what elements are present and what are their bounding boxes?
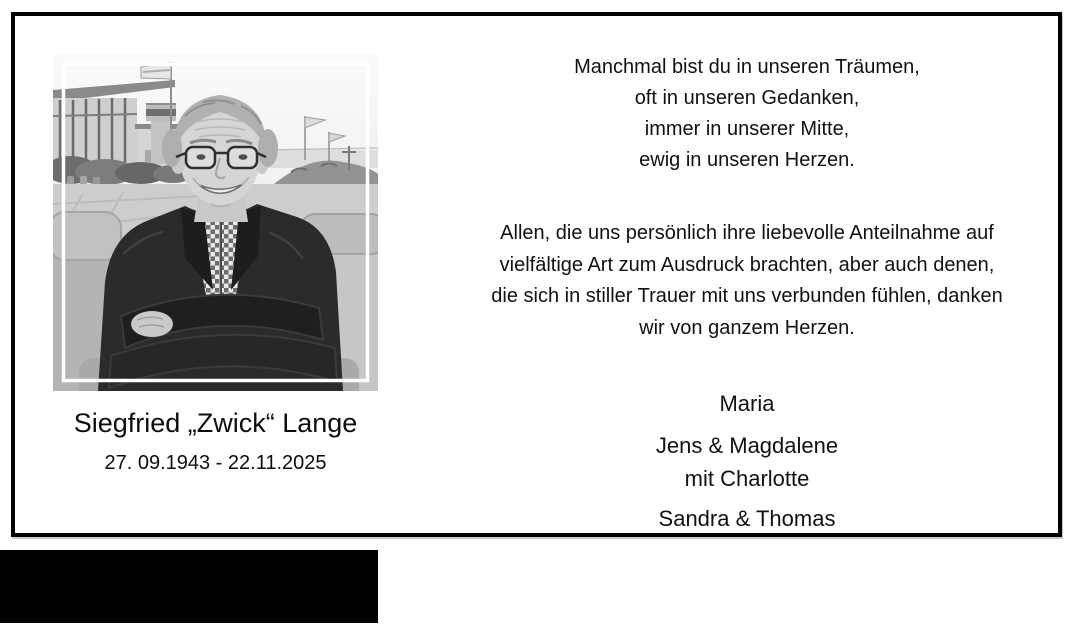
mourner-name: mit Charlotte — [684, 466, 810, 491]
poem-line: Manchmal bist du in unseren Träumen, — [574, 56, 920, 78]
mourner-name: Sandra & Thomas — [658, 506, 836, 531]
mourner-name: Jens & Magdalene — [655, 433, 839, 458]
acknowledgement-line: Allen, die uns persönlich ihre liebevolle Anteilnahme auf — [500, 222, 994, 244]
poem-line: immer in unserer Mitte, — [644, 118, 850, 140]
poem-line: oft in unseren Gedanken, — [634, 87, 860, 109]
acknowledgement-line: wir von ganzem Herzen. — [639, 316, 855, 339]
acknowledgement-line: die sich in stiller Trauer mit uns verbunden fühlen, danken — [491, 285, 1003, 307]
memorial-poem — [415, 52, 1075, 176]
acknowledgement-line: vielfältige Art zum Ausdruck brachten, aber auch denen, — [499, 253, 995, 276]
redacted-block — [0, 550, 378, 623]
deceased-dates: 27. 09.1943 - 22.11.2025 — [104, 452, 327, 474]
deceased-name: Siegfried „Zwick“ Lange — [73, 408, 358, 438]
acknowledgement-text — [415, 218, 1075, 344]
mourner-group — [415, 429, 1075, 495]
poem-line: ewig in unseren Herzen. — [639, 149, 855, 171]
mourner-name: Maria — [719, 391, 775, 416]
memorial-photo-illustration — [53, 54, 378, 391]
memorial-card — [11, 12, 1062, 537]
memorial-photo — [53, 54, 378, 391]
